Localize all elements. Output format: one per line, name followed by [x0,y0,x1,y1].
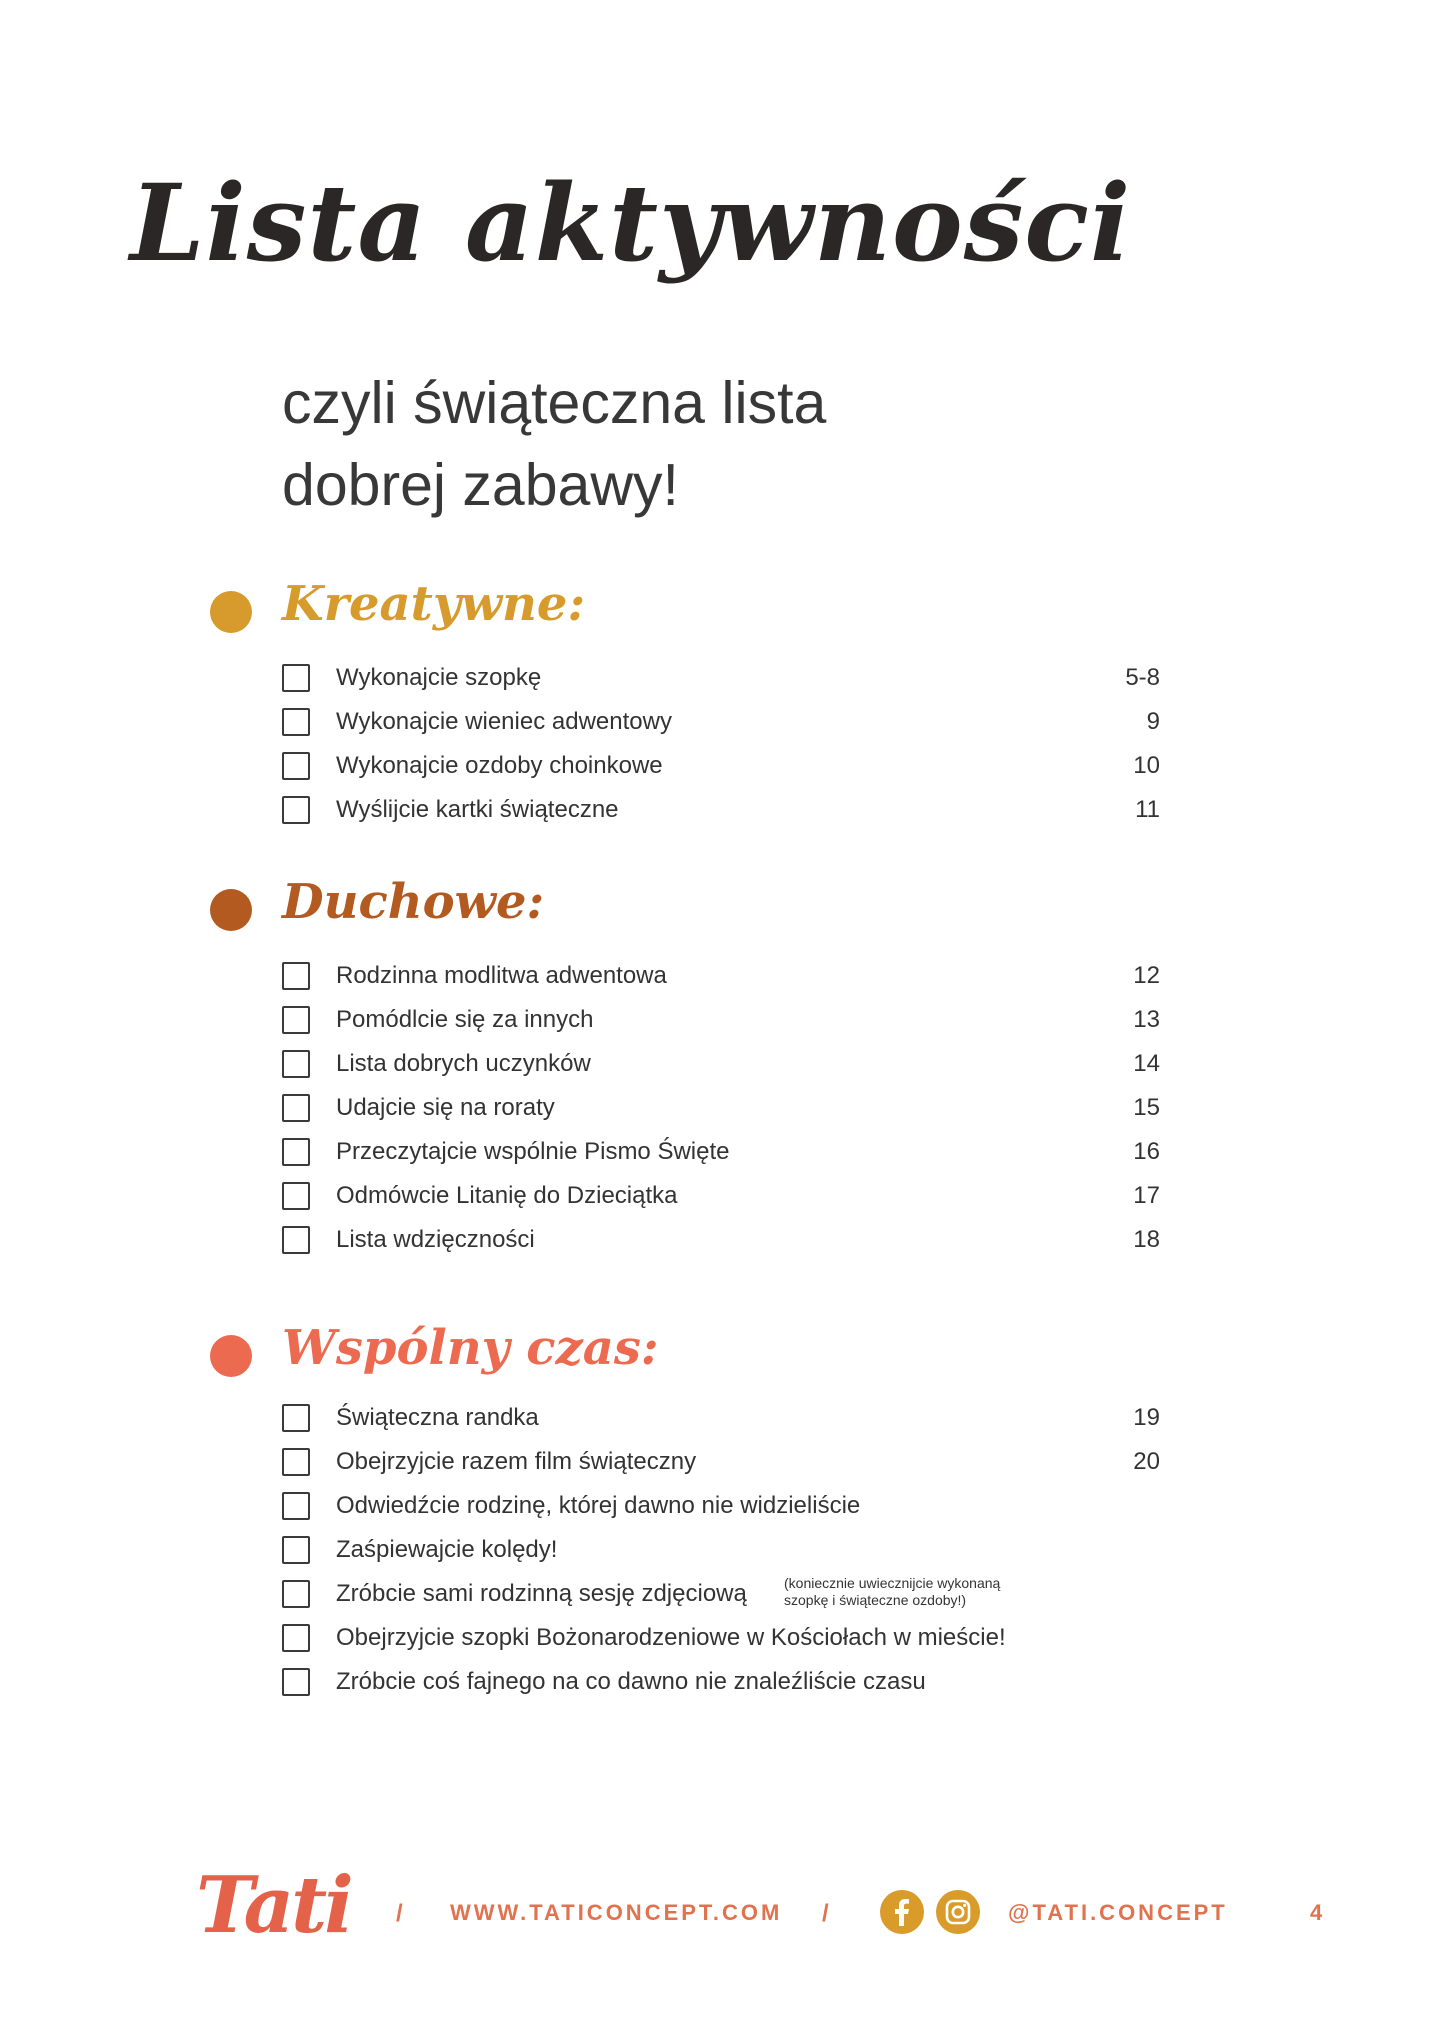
subtitle-line-2: dobrej zabawy! [282,452,679,518]
checklist-item [282,1044,1160,1084]
item-label: Obejrzyjcie razem film świąteczny [336,1448,697,1475]
checkbox[interactable] [282,708,310,736]
subtitle-line-1: czyli świąteczna lista [282,370,827,436]
item-label: Pomódlcie się za innych [336,1006,594,1033]
item-label: Zróbcie coś fajnego na co dawno nie znaleźliście czasu [336,1668,926,1695]
checklist-item [282,1398,1160,1438]
checkbox[interactable] [282,752,310,780]
footer-separator: / [396,1900,403,1927]
checklist-item [282,1486,1160,1526]
checklist-item [282,1618,1160,1658]
tati-logo [196,1860,351,1951]
item-page: 13 [1133,1006,1160,1033]
item-page: 11 [1135,796,1160,823]
item-note [784,1575,1000,1609]
checklist-item [282,1220,1160,1260]
item-label: Zróbcie sami rodzinną sesję zdjęciową [336,1580,747,1607]
item-label: Lista wdzięczności [336,1226,535,1253]
item-label: Udajcie się na roraty [336,1094,555,1121]
checkbox[interactable] [282,1580,310,1608]
page-footer [0,1860,1445,1960]
item-page: 18 [1133,1226,1160,1253]
section-heading: Duchowe: [282,874,545,930]
checklist-item [282,1530,1160,1570]
checkbox[interactable] [282,1492,310,1520]
bullet-dot-icon [210,1335,252,1377]
item-label: Przeczytajcie wspólnie Pismo Święte [336,1138,730,1165]
item-label: Obejrzyjcie szopki Bożonarodzeniowe w Kościołach w mieście! [336,1624,1006,1651]
checkbox[interactable] [282,1182,310,1210]
instagram-glyph [936,1890,980,1934]
item-label: Wykonajcie ozdoby choinkowe [336,752,663,779]
checklist-item [282,1574,1160,1614]
checkbox[interactable] [282,1624,310,1652]
checklist-item [282,956,1160,996]
page-subtitle [282,362,826,526]
item-label: Rodzinna modlitwa adwentowa [336,962,667,989]
facebook-icon[interactable] [880,1890,924,1934]
item-label: Odmówcie Litanię do Dzieciątka [336,1182,678,1209]
item-page: 9 [1146,708,1160,735]
item-page: 16 [1133,1138,1160,1165]
checkbox[interactable] [282,1138,310,1166]
checklist-item [282,702,1160,742]
logo-text: Tati [196,1860,351,1951]
checkbox[interactable] [282,664,310,692]
checklist-item [282,658,1160,698]
checkbox[interactable] [282,1006,310,1034]
checklist-item [282,790,1160,830]
item-page: 10 [1133,752,1160,779]
section-heading: Kreatywne: [282,576,586,632]
website-link[interactable]: WWW.TATICONCEPT.COM [450,1900,783,1925]
item-note-line-2: szopkę i świąteczne ozdoby!) [784,1592,967,1608]
checkbox[interactable] [282,1050,310,1078]
item-page: 19 [1133,1404,1160,1431]
item-page: 20 [1133,1448,1160,1475]
page-title: Lista aktywności [130,160,1132,285]
checklist-item [282,1132,1160,1172]
item-page: 5-8 [1125,664,1160,691]
checkbox[interactable] [282,962,310,990]
bullet-dot-icon [210,591,252,633]
item-label: Lista dobrych uczynków [336,1050,591,1077]
checkbox[interactable] [282,1226,310,1254]
checkbox[interactable] [282,1448,310,1476]
checkbox[interactable] [282,1094,310,1122]
checkbox[interactable] [282,1536,310,1564]
checkbox[interactable] [282,796,310,824]
bullet-dot-icon [210,889,252,931]
item-page: 12 [1133,962,1160,989]
item-label: Wykonajcie szopkę [336,664,542,691]
item-label: Odwiedźcie rodzinę, której dawno nie widzieliście [336,1492,861,1519]
facebook-glyph [880,1890,924,1934]
item-label: Świąteczna randka [336,1404,539,1431]
item-page: 17 [1133,1182,1160,1209]
item-label: Wykonajcie wieniec adwentowy [336,708,672,735]
checkbox[interactable] [282,1668,310,1696]
item-label: Wyślijcie kartki świąteczne [336,796,619,823]
checklist-item [282,1088,1160,1128]
page-number: 4 [1310,1900,1323,1925]
item-page: 14 [1133,1050,1160,1077]
item-page: 15 [1133,1094,1160,1121]
instagram-icon[interactable] [936,1890,980,1934]
checklist-item [282,746,1160,786]
social-handle[interactable]: @TATI.CONCEPT [1008,1900,1228,1925]
checklist-item [282,1176,1160,1216]
checklist-item [282,1442,1160,1482]
item-label: Zaśpiewajcie kolędy! [336,1536,558,1563]
checklist-item [282,1662,1160,1702]
section-heading: Wspólny czas: [282,1320,659,1376]
item-note-line-1: (koniecznie uwiecznijcie wykonaną [784,1575,1001,1591]
checklist-item [282,1000,1160,1040]
checkbox[interactable] [282,1404,310,1432]
footer-separator: / [822,1900,829,1927]
